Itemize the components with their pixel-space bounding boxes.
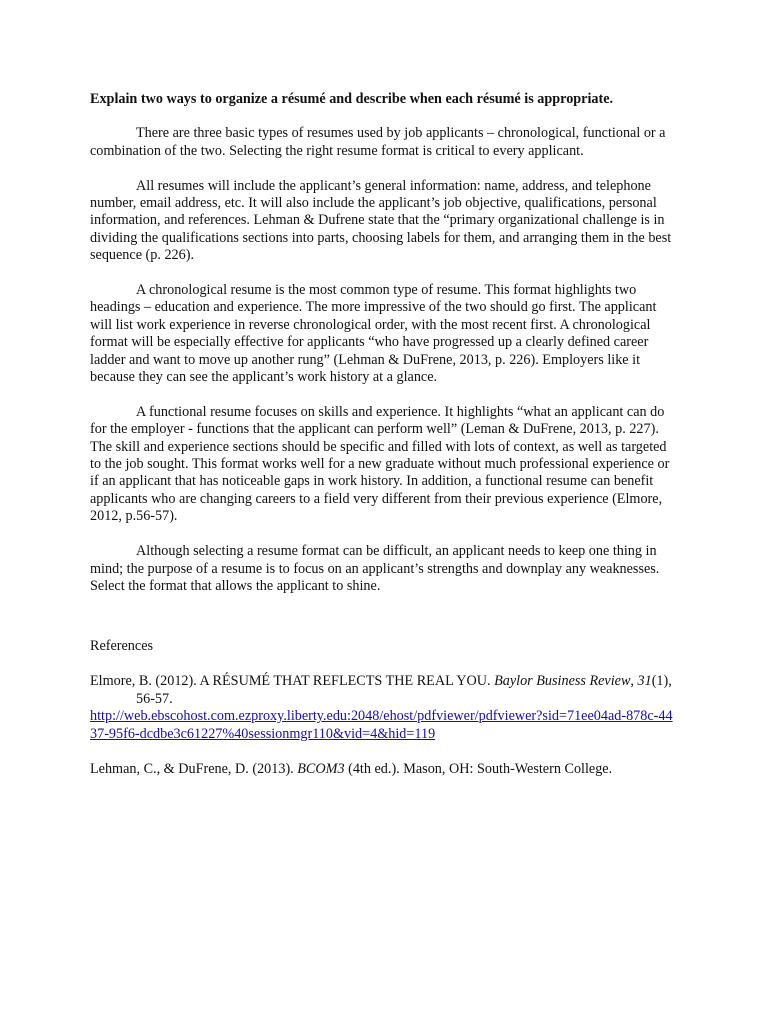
reference-elmore-link[interactable]: http://web.ebscohost.com.ezproxy.liberty.edu:2048/ehost/pdfviewer/pdfviewer?sid=71ee04ad-878c-4437-95f6-dcdbe3c61227%40sessionmgr110&vid=4&hid=119 (90, 708, 673, 742)
reference-elmore-rest: (1), 56-57. (136, 673, 672, 707)
paragraph-conclusion: Although selecting a resume format can be difficult, an applicant needs to keep one thing in mind; the purpose of a resume is to focus on an applicant’s strengths and downplay any weaknesses. Select the format that allows the applicant to shine. (90, 543, 660, 594)
reference-lehman-title: BCOM3 (297, 760, 345, 777)
document-page (90, 91, 676, 796)
reference-lehman-rest: (4th ed.). Mason, OH: South-Western College. (344, 760, 613, 777)
paragraph-functional: A functional resume focuses on skills and experience. It highlights “what an applicant can do for the employer - functions that the applicant can perform well” (Leman & DuFrene, 2013, p. 227). The skill and experience sections should be specific and filled with lots of context, as well as targeted to the job sought. This format works well for a new graduate without much professional experience or if an applicant that has noticeable gaps in work history. In addition, a functional resume can benefit applicants who are changing careers to a field very different from their previous experience (Elmore, 2012, p.56-57). (90, 403, 670, 525)
paragraph-chronological: A chronological resume is the most common type of resume. This format highlights two headings – education and experience. The more impressive of the two should go first. The applicant will list work experience in reverse chronological order, with the most recent first. A chronological format will be especially effective for applicants “who have progressed up a clearly defined career ladder and want to move up another rung” (Lehman & DuFrene, 2013, p. 226). Employers like it because they can see the applicant’s work history at a glance. (90, 282, 657, 386)
document-heading: Explain two ways to organize a résumé and describe when each résumé is appropriate. (90, 91, 614, 107)
reference-elmore-volume: 31 (637, 673, 652, 690)
reference-elmore (90, 673, 676, 743)
reference-lehman (90, 761, 676, 778)
reference-elmore-lead: Elmore, B. (2012). A RÉSUMÉ THAT REFLECTS THE REAL YOU. (90, 673, 495, 690)
reference-lehman-lead: Lehman, C., & DuFrene, D. (2013). (90, 760, 298, 777)
references-title: References (90, 638, 154, 655)
reference-elmore-sep: , (630, 673, 638, 690)
paragraph-intro: There are three basic types of resumes used by job applicants – chronological, functional or a combination of the two. Selecting the right resume format is critical to every applicant. (90, 125, 666, 159)
paragraph-general-info: All resumes will include the applicant’s general information: name, address, and telephone number, email address, etc. It will also include the applicant’s job objective, qualifications, personal information, and references. Lehman & Dufrene state that the “primary organizational challenge is in dividing the qualifications sections into parts, choosing labels for them, and arranging them in the best sequence (p. 226). (90, 177, 672, 264)
reference-elmore-journal: Baylor Business Review (494, 673, 631, 690)
